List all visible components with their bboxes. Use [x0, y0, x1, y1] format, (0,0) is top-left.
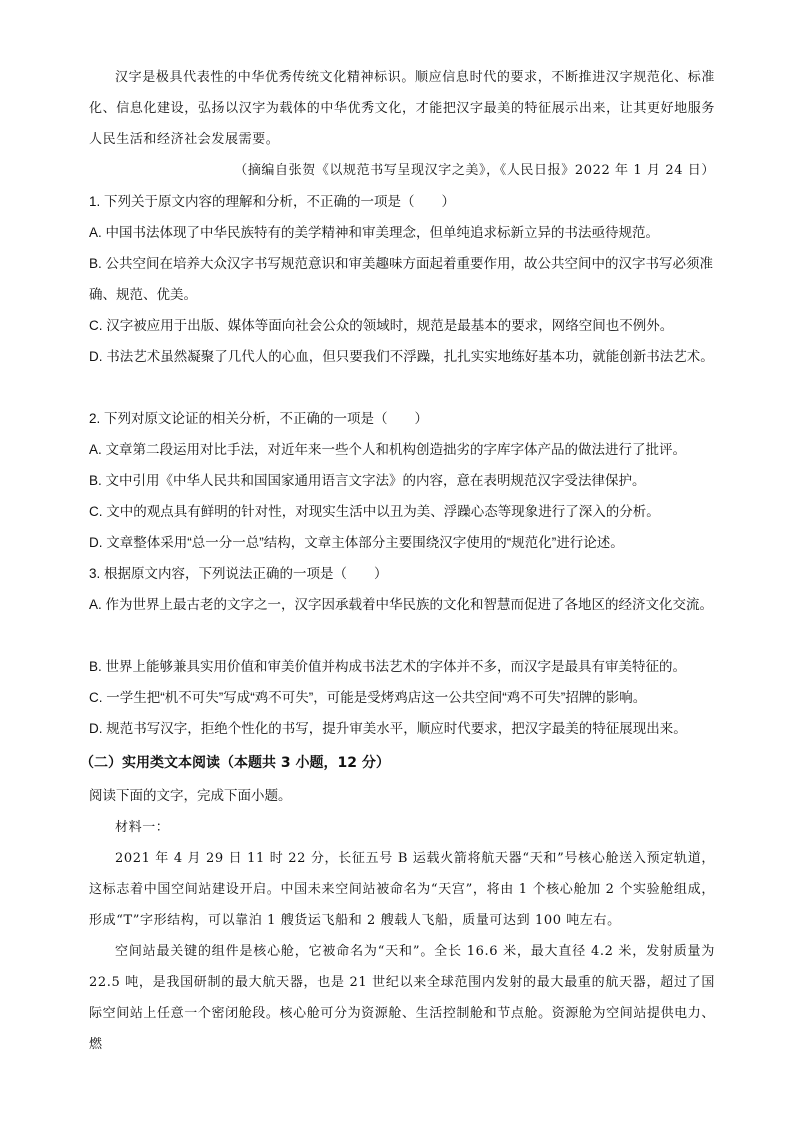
section-heading: （二）实用类文本阅读（本题共 3 小题，12 分） — [80, 755, 390, 771]
question-1-option-c: C. 汉字被应用于出版、媒体等面向社会公众的领域时，规范是最基本的要求，网络空间也不例外。 — [89, 318, 674, 333]
section-instruction: 阅读下面的文字，完成下面小题。 — [89, 788, 292, 803]
question-2-stem: 2. 下列对原文论证的相关分析，不正确的一项是（ ） — [89, 411, 429, 426]
question-3-option-a: A. 作为世界上最古老的文字之一，汉字因承载着中华民族的文化和智慧而促进了各地区的经济文化交流。 — [89, 597, 714, 612]
passage-source: （摘编自张贺《以规范书写呈现汉字之美》，《人民日报》2022 年 1 月 24 日） — [234, 163, 715, 178]
question-2-option-a: A. 文章第二段运用对比手法，对近年来一些个人和机构创造拙劣的字库字体产品的做法进行了批评。 — [89, 442, 687, 457]
material-paragraph-1: 2021 年 4 月 29 日 11 时 22 分，长征五号 B 运载火箭将航天器“天和”号核心舱送入预定轨道，这标志着中国空间站建设开启。中国未来空间站被命名为“天宫”，将由 1 个核心舱加 2 个实验舱组成，形成“T”字形结构，可以靠泊 1 艘货运飞船和 2 艘载人飞船，质量可达到 100 吨左右。 — [89, 851, 715, 928]
question-3-option-b: B. 世界上能够兼具实用价值和审美价值并构成书法艺术的字体并不多，而汉字是最具有审美特征的。 — [89, 659, 687, 674]
question-1-option-a: A. 中国书法体现了中华民族特有的美学精神和审美理念，但单纯追求标新立异的书法亟待规范。 — [89, 225, 660, 240]
material-paragraph-2: 空间站最关键的组件是核心舱，它被命名为“天和”。全长 16.6 米，最大直径 4.2 米，发射质量为 22.5 吨，是我国研制的最大航天器，也是 21 世纪以来全球范围内发射的最大最重的航天器，超过了国际空间站上任意一个密闭舱段。核心舱可分为资源舱、生活控制舱和节点舱。资源舱为空间站提供电力、燃 — [89, 944, 715, 1052]
question-3-option-c: C. 一学生把“机不可失”写成“鸡不可失”，可能是受烤鸡店这一公共空间“鸡不可失”招牌的影响。 — [89, 690, 647, 705]
material-label: 材料一： — [115, 820, 170, 835]
question-3-stem: 3. 根据原文内容，下列说法正确的一项是（ ） — [89, 566, 388, 581]
question-1-option-d: D. 书法艺术虽然凝聚了几代人的心血，但只要我们不浮躁，扎扎实实地练好基本功，就能创新书法艺术。 — [89, 349, 714, 364]
question-2-option-b: B. 文中引用《中华人民共和国国家通用语言文字法》的内容，意在表明规范汉字受法律保护。 — [89, 473, 646, 488]
question-1-stem: 1. 下列关于原文内容的理解和分析，不正确的一项是（ ） — [89, 194, 456, 209]
question-1-option-b: B. 公共空间在培养大众汉字书写规范意识和审美趣味方面起着重要作用，故公共空间中的汉字书写必须准确、规范、优美。 — [89, 256, 714, 302]
passage-paragraph: 汉字是极具代表性的中华优秀传统文化精神标识。顺应信息时代的要求，不断推进汉字规范化、标准化、信息化建设，弘扬以汉字为载体的中华优秀文化，才能把汉字最美的特征展示出来，让其更好地服务人民生活和经济社会发展需要。 — [89, 70, 715, 147]
question-2-option-d: D. 文章整体采用“总一分一总”结构，文章主体部分主要围绕汉字使用的“规范化”进行论述。 — [89, 535, 624, 550]
question-2-option-c: C. 文中的观点具有鲜明的针对性，对现实生活中以丑为美、浮躁心态等现象进行了深入的分析。 — [89, 504, 660, 519]
question-3-option-d: D. 规范书写汉字，拒绝个性化的书写，提升审美水平，顺应时代要求，把汉字最美的特征展现出来。 — [89, 721, 687, 736]
